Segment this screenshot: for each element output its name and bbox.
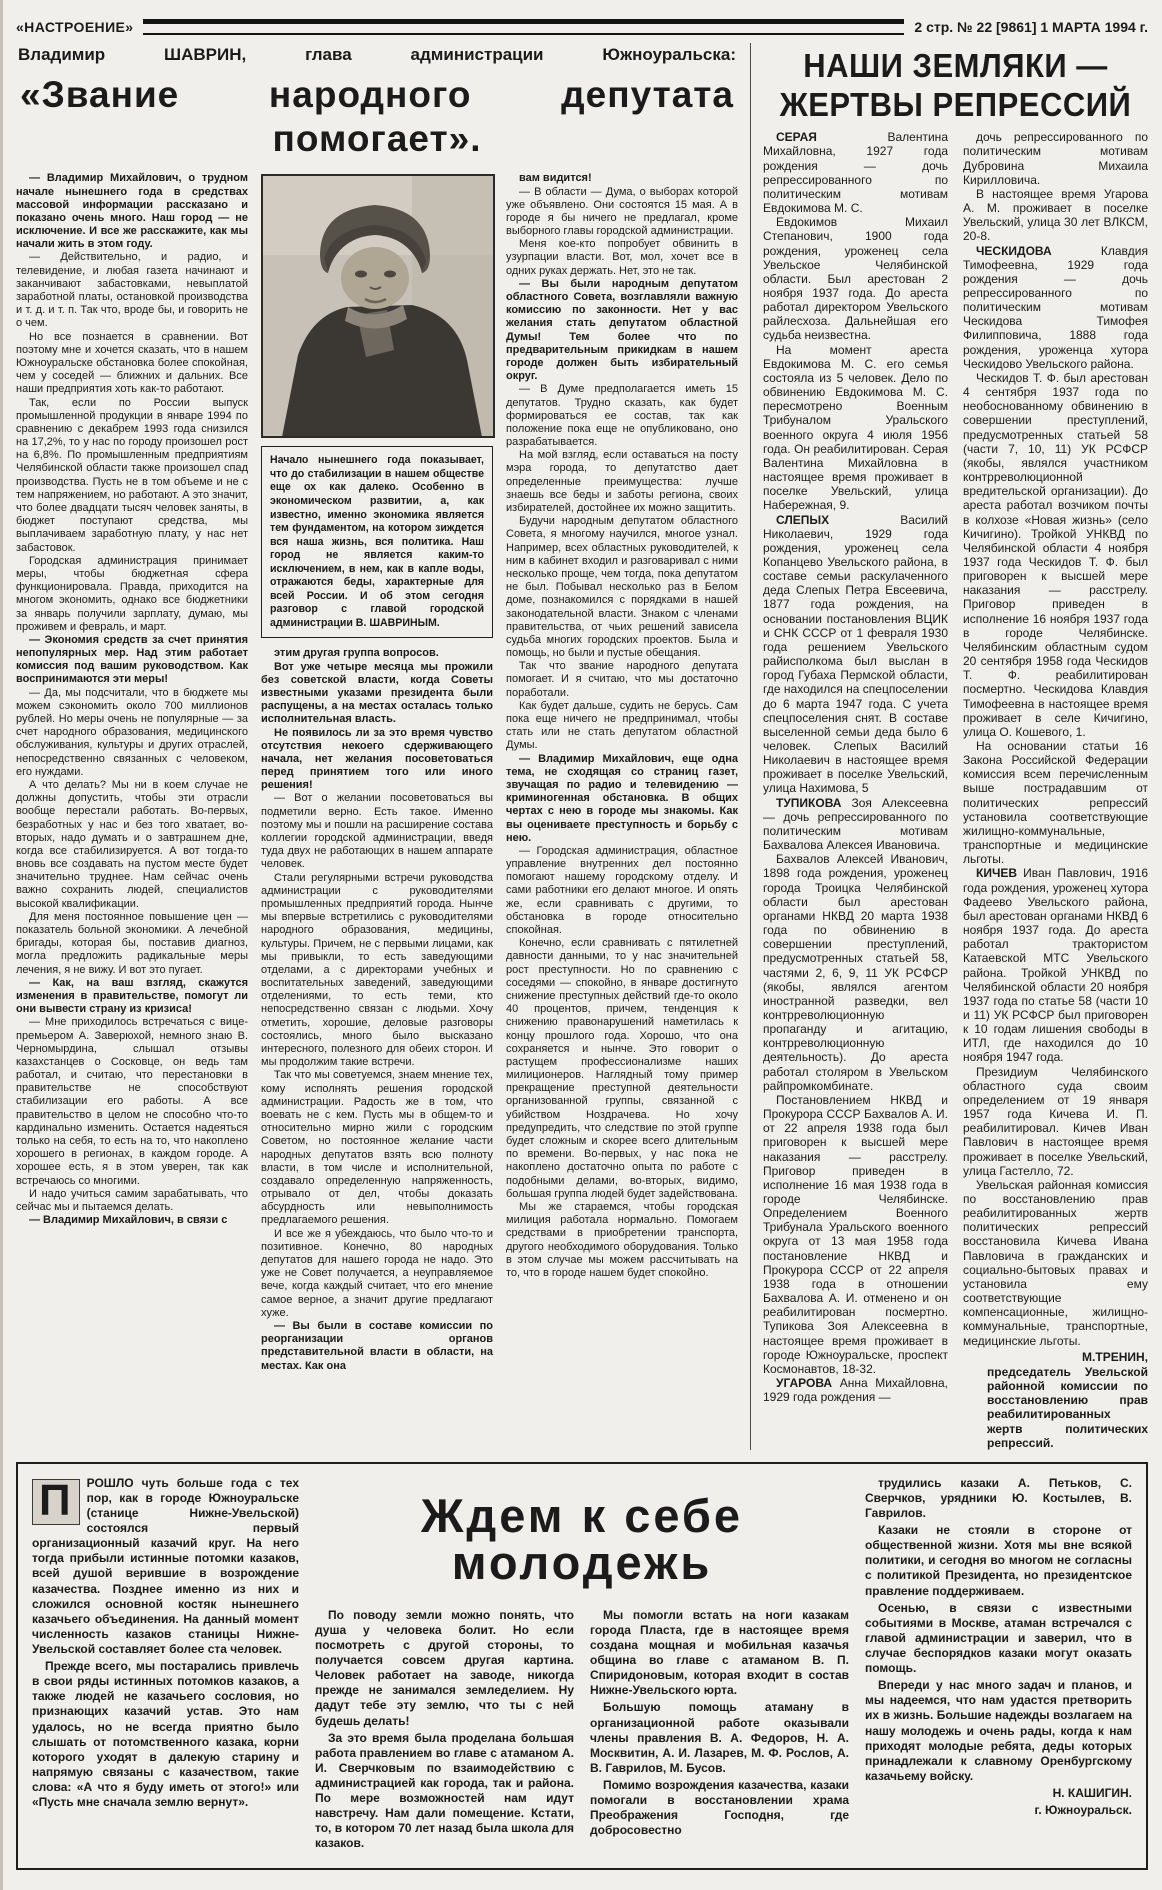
paragraph: — В области — Дума, о выборах которой уже объявлено. Они состоятся 15 мая. А в городе я бы ничего не предлагал, кроме выборного главы городской администрации. (506, 185, 738, 238)
interview-column-3 (506, 172, 738, 1372)
paragraph: И все же я убеждаюсь, что было что-то и позитивное. Конечно, 80 народных депутатов для нашего города не надо. Это уже не Совет получается, а неуправляемое вече, когда каждый считает, что его мнение самое верное, а значит другие предлагают хуже. (261, 1227, 493, 1319)
repressions-headline-line2: ЖЕРТВЫ РЕПРЕССИЙ (779, 85, 1132, 124)
paragraph: — Экономия средств за счет принятия непопулярных мер. Над этим работает комиссия под вашим руководством. Как воспринимаются эти меры! (16, 633, 248, 686)
masthead-title: «НАСТРОЕНИЕ» (16, 18, 134, 35)
paragraph: — Городская администрация, областное управление внутренних дел постоянно помогают нашему городскому отделу. И сами работники его делают многое. И опять же, если сравнивать с другими, то обстановка в городе относительно спокойная. (506, 844, 738, 936)
interview-column-2 (261, 172, 493, 1372)
paragraph: Н. КАШИГИН. (1052, 1786, 1132, 1800)
paragraph: Так что звание народного депутата помогает. И я считаю, что мы достаточно поработали. (506, 660, 738, 699)
paragraph: Евдокимов Михаил Степанович, 1900 года рождения, уроженец села Увельское Челябинской области. Был арестован 2 ноября 1937 года. До ареста работал директором Увельского райлесхоза. Дальнейшая его судьба неизвестна. (763, 215, 948, 343)
interview-column-2-text (261, 647, 493, 1372)
paragraph: этим другая группа вопросов. (274, 647, 439, 660)
paragraph: — Да, мы подсчитали, что в бюджете мы можем сэкономить около 700 миллионов рублей. Но меры очень не популярные — за счет народного образования, медицинского обслуживания, культуры и других отраслей, непосредственно связанных с человеком, его нуждами. (16, 686, 248, 778)
paragraph: Так что мы советуемся, знаем мнение тех, кому исполнять решения городской администрации. Радость же в том, что воевать не с кем. Пусть мы в общем-то и относительно мирно жили с городским Советом, но постоянное желание части народных депутатов взять всю полноту власти, в том числе и исполнительной, создавало определенную напряженность, отрывало от дел, чтобы доказать абсурдность или невыполнимость предлагаемого решения. (261, 1069, 493, 1227)
interview-column-1 (16, 172, 248, 1372)
paragraph: Будучи народным депутатом областного Совета, я многому научился, многое узнал. Например, всех областных руководителей, к ним в кабинет входил и разговаривал с ними несколько проще, чем тогда, пока депутатом не был. Побывал несколько раз в Белом доме, познакомился с порядками в нашей законодательной власти. Знаком с членами правительства, от чьих решений зависела судьба многих городских проектов. Была и помощь, но были и пустые обещания. (506, 515, 738, 660)
paragraph: ТУПИКОВА Зоя Алексеевна — дочь репрессированного по политическим мотивам Бахвалова Алексея Ивановича. (763, 795, 948, 853)
paragraph: Как будет дальше, судить не берусь. Сам пока еще ничего не предпринимал, чтобы стать или не стать депутатом областной Думы. (506, 699, 738, 752)
paragraph: г. Южноуральск. (1034, 1803, 1132, 1818)
paragraph: Городская администрация принимает меры, чтобы бюджетная сфера функционировала. Правда, приходится на многом экономить, однако все бюджетники за январь получили зарплату, думаю, мы проживем и февраль, и март. (16, 554, 248, 633)
paragraph: Постановлением НКВД и Прокурора СССР Бахвалов А. И. от 22 апреля 1938 года был приговорен к высшей мере наказания — расстрелу. Приговор приведен в исполнение 16 мая 1938 года в городе Челябинске. Определением Военного Трибунала Уральского военного округа от 13 мая 1958 года постановление НКВД и Прокурора СССР от 22 апреля 1938 года в отношении Бахвалова А. И. отменено и он реабилитирован посмертно. Тупикова Зоя Алексеевна в настоящее время проживает в городе Южноуральске, проспект Космонавтов, 18-32. (763, 1092, 948, 1376)
paragraph: Казаки не стояли в стороне от общественной жизни. Хотя мы вне всякой политики, и сегодня во многом не согласны с политикой Президента, но президентское правление поддерживаем. (865, 1523, 1132, 1598)
paragraph: В настоящее время Угарова А. М. проживает в поселке Увельский, улица 30 лет ВЛКСМ, 20-8. (963, 186, 1148, 244)
paragraph: Большую помощь атаману в организационной работе оказывали члены правления В. А. Федоров, Н. А. Москвитин, А. И. Лазарев, М. Ф. Рослов, А. В. Гаврилов, М. Бусов. (590, 1700, 849, 1775)
paragraph: — Вы были в составе комиссии по реорганизации органов представительной власти в области, на местах. Как она (261, 1319, 493, 1372)
paragraph: За это время была проделана большая работа правлением во главе с атаманом А. И. Сверчковым по взаимодействию с администрацией как города, так и района. По мере возможностей нам идут навстречу. Нам дали помещение. Кстати, то, в котором 70 лет назад была школа для казаков. (315, 1730, 574, 1851)
paragraph: И надо учиться самим зарабатывать, что сейчас мы и пытаемся делать. (16, 1187, 248, 1213)
paragraph: — Владимир Михайлович, еще одна тема, не сходящая со страниц газет, звучащая по радио и телевидению — криминогенная обстановка. В общих чертах с нею в городе мы знакомы. Как вы оцениваете преступность и борьбу с нею. (506, 752, 738, 844)
paragraph: — Мне приходилось встречаться с вице-премьером А. Заверюхой, немного знаю В. Черномырдина, слышал отзывы казахстанцев о Сосковце, он ведь там работал, и считаю, что перестановки в правительстве не способствуют стабилизации его работы. А все правительство в целом не способно что-то кардинально изменить. Остается надеяться только на себя, то есть на то, что накоплено хорошего в регионах, в каждом городе. А хорошее есть, я в этом уверен, так как встречаюсь со многими. (16, 1016, 248, 1187)
paragraph: — Действительно, и радио, и телевидение, и любая газета начинают и заканчивают забастовками, невыплатой заработной платы, остановкой производства и т. д. и т. п. Так что, вроде бы, и говорить не о чем. (16, 251, 248, 330)
paragraph: Конечно, если сравнивать с пятилетней давности данными, то у нас значительней рост преступности. Но по сравнению с соседями — спокойно, в январе достигнуто снижение преступных действий где-то около 40 процентов, причем, тенденция к снижению правонарушений наметилась к концу прошлого года. Хорошо, что она сохраняется и нынче. Это говорит о растущем профессионализме наших милиционеров. Наглядный тому пример прекращение преступной деятельности организованной группы, связанной с убийством Ноздрачева. Но хочу предупредить, что следствие по этой группе будет сложным и скорее всего длительным по времени. Во-первых, у нас пока не накоплено достаточно опыта по работе с подобными делами, во-вторых, видимо, большая группа людей будет задействована. (506, 937, 738, 1200)
paragraph: ЧЕСКИДОВА Клавдия Тимофеевна, 1929 года рождения — дочь репрессированного по политическим мотивам Ческидова Тимофея Филипповича, 1888 года рождения, уроженца хутора Ческидово Увельского района. (963, 243, 1148, 371)
repressions-article (750, 43, 1148, 1450)
paragraph: Прежде всего, мы постарались привлечь в свои ряды истинных потомков казаков, а также людей не казачьего сословия, но признающих казачий устав. Это нам удалось, но не всегда приятно было слышать от потомственного казака, корни которого уходят в далекую старину и напрямую связаны с казачеством, такие слова: «А что я буду иметь от этого!» или «Пусть мне сначала землю вернут». (32, 1659, 299, 1810)
paragraph: Бахвалов Алексей Иванович, 1898 года рождения, уроженец города Троицка Челябинской области был арестован органами НКВД 20 марта 1938 года по обвинению в совершении преступлений, предусмотренных статьей 58, частями 2, 6, 9, 11 УК РСФСР (якобы, являлся агентом иностранной разведки, вел контрреволюционную пропаганду и агитацию, контрреволюционную деятельность). До ареста работал столяром в Увельском райпромкомбинате. (763, 852, 948, 1093)
paragraph: — Владимир Михайлович, о трудном начале нынешнего года в средствах массовой информации рассказано и показано очень много. Наш город — не исключение. И все же расскажите, как мы начали жить в этом году. (16, 172, 248, 251)
paragraph: — Вот о желании посоветоваться вы подметили верно. Есть такое. Именно поэтому мы и пошли на расширение состава коллегии городской администрации, введя туда двух не работающих в нашем аппарате человек. (261, 792, 493, 871)
paragraph: Не появилось ли за это время чувство отсутствия некоего сдерживающего начала, нет желания посоветоваться перед принятием того или иного решения! (261, 726, 493, 792)
paragraph: СЛЕПЫХ Василий Николаевич, 1929 года рождения, уроженец села Копанцево Увельского района, в составе семьи раскулаченного деда Слепых Петра Евсеевича, 1877 года рождения, на основании постановления ВЦИК и СНК СССР от 1 февраля 1930 года решением Увельского райисполкома был выслан в город Губаха Пермской области, где находился на спецпоселении до 6 марта 1947 года. С учета спецпоселения снят. В составе выселенной семьи деда было 6 человек. Слепых Василий Николаевич в настоящее время проживает в поселке Увельский, улица Нахимова, 5 (763, 512, 948, 796)
youth-column-2 (315, 1608, 574, 1854)
paragraph: — Как, на ваш взгляд, скажутся изменения в правительстве, помогут ли они вывести страну из кризиса! (16, 976, 248, 1016)
paragraph: — Владимир Михайлович, в связи с (29, 1214, 228, 1227)
interview-article (16, 43, 738, 1450)
paragraph: вам видится! (519, 172, 592, 185)
paragraph: — Вы были народным депутатом областного Совета, возглавляли важную комиссию по законности. Нет у вас желания стать депутатом областной Думы! Тем более что по предварительным прикидкам в нашем городе должен быть избирательный округ. (506, 277, 738, 383)
paragraph: Мы же стараемся, чтобы городская милиция работала нормально. Помогаем средствами в приобретении транспорта, другого необходимого оборудования. Только в этом случае мы можем рассчитывать на то, что в городе нашем будет спокойно. (506, 1200, 738, 1279)
top-section (16, 43, 1148, 1450)
paragraph: Так, если по России выпуск промышленной продукции в январе 1994 по сравнению с декабрем 1993 года снизился на 17,2%, то у нас по городу произошел рост на 6,8%. По промышленным предприятиям Челябинской области также произошел спад производства. Пусть не в том объеме и не с тем напряжением, но работают. А это значит, что более двадцати тысяч человек заняты, в бюджет поступают средства, мы выплачиваем заработную плату, у нас нет забастовок. (16, 396, 248, 554)
page-header (16, 8, 1148, 35)
paragraph: Впереди у нас много задач и планов, и мы надеемся, что нам удастся претворить их в жизнь. Большие надежды возлагаем на нашу молодежь и очень рады, когда к нам приходят молодые ребята, деды которых принадлежали к славному Оренбургскому казачьему войску. (865, 1678, 1132, 1783)
paragraph: Помимо возрождения казачества, казаки помогали в восстановлении храма Преображения Господня, где добросовестно (590, 1778, 849, 1838)
paragraph: Мы помогли встать на ноги казакам города Пласта, где в настоящее время создана мощная и мобильная казачья община во главе с атаманом В. П. Спиридоновым, которая входит в состав Нижне-Увельского юрта. (590, 1607, 849, 1698)
paragraph: КИЧЕВ Иван Павлович, 1916 года рождения, уроженец хутора Фадеево Увельского района, был арестован органами НКВД 6 ноября 1937 года. До ареста работал трактористом Катаевской МТС Увельского района. Тройкой УНКВД по Челябинской области 20 ноября 1937 года по статье 58 (части 10 и 11) УК РСФСР был приговорен к 10 годам лишения свободы в ИТЛ, где находился до 10 ноября 1947 года. (963, 866, 1148, 1065)
youth-middle (315, 1476, 849, 1854)
portrait-photo (261, 174, 495, 438)
paragraph: трудились казаки А. Петьков, С. Сверчков, урядники Ю. Костылев, В. Гаврилов. (865, 1475, 1132, 1521)
paragraph: Но все познается в сравнении. Вот поэтому мне и хочется сказать, что в нашем Южноуральске обстановка более спокойная, чем у соседей — ближних и дальних. Все наши предприятия хоть как-то работают. (16, 330, 248, 396)
youth-article (16, 1462, 1148, 1870)
paragraph: М.ТРЕНИН, (1082, 1349, 1148, 1364)
repressions-columns (763, 130, 1148, 1450)
paragraph: По поводу земли можно понять, что душа у человека болит. Но если посмотреть с другой стороны, то получается совсем другая картина. Человек работает на заводе, никогда прежде не занимался земледелием. Ну дадут тебе эту землю, что ты с ней будешь делать! (315, 1607, 574, 1728)
paragraph: На момент ареста Евдокимова М. С. его семья состояла из 5 человек. Дело по обвинению Евдокимова М. С. пересмотрено Военным Трибуналом Уральского военного округа 4 июля 1956 года. Он реабилитирован. Серая Валентина Михайловна в настоящее время проживает в поселке Увельский, улица Набережная, 9. (763, 342, 948, 513)
paragraph: УГАРОВА Анна Михайловна, 1929 года рождения — (763, 1376, 948, 1405)
repressions-column-2 (963, 130, 1148, 1450)
paragraph: Увельская районная комиссия по восстановлению прав реабилитированных жертв политических репрессий восстановила Кичева Ивана Павловича в гражданских и социально-бытовых правах и установила ему соответствующие компенсационные, жилищно-коммунальные, транспортные, медицинские льготы. (963, 1177, 1148, 1348)
paragraph: Вот уже четыре месяца мы прожили без советской власти, когда Советы известными указами президента были распущены, а на местах осталась только исполнительная власть. (261, 660, 493, 726)
paragraph: Меня кое-кто попробует обвинить в узурпации власти. Вот, мол, хочет все в одних руках держать. Нет, это не так. (506, 238, 738, 277)
paragraph: СЕРАЯ Валентина Михайловна, 1927 года рождения — дочь репрессированного по политическим мотивам Евдокимова М. С. (763, 130, 948, 216)
paragraph: Стали регулярными встречи руководства администрации с руководителями промышленных предприятий города. Нынче мы впервые встретились с руководителями народного образования, медицины, культуры. Причем, не с первыми лицами, как мы привыкли, то есть заведующими отделами, а с директорами учебных и воспитательных заведений, заведующими отделениями, то есть теми, кто непосредственно связан с людьми. Хочу отметить, хорошие, деловые разговоры состоялись, много было высказано интересного, полезного для обеих сторон. И мы продолжим такие встречи. (261, 871, 493, 1069)
paragraph: Президиум Челябинского областного суда своим определением от 19 января 1957 года Кичева И. П. реабилитировал. Кичев Иван Павлович в настоящее время проживает в поселке Увельский, улица Гастелло, 72. (963, 1064, 1148, 1178)
youth-column-3 (590, 1608, 849, 1854)
repressions-column-1 (763, 130, 948, 1450)
paragraph: Для меня постоянное повышение цен — показатель больной экономики. А лечебной бригады, которая бы, поставив диагноз, могла предложить радикальные меры лечения, я не вижу. И вот это пугает. (16, 910, 248, 976)
photo-caption-box: Начало нынешнего года показывает, что до стабилизации в нашем обществе еще ох как далеко. Особенно в экономическом развитии, а, как известно, именно экономика является тем фундаментом, на котором зиждется вся наша жизнь, вся политика. Наш город не является каким-то исключением, в нем, как в капле воды, отражаются беды, характерные для всей России. И об этом сегодня разговор с главой городской администрации В. ШАВРИНЫМ. (261, 446, 493, 638)
interview-headline: «Звание народного депутата помогает». (20, 74, 734, 159)
paragraph: А что делать? Мы ни в коем случае не должны допустить, чтобы эти отрасли вообще перестали работать. Во-первых, безработных у нас и без того хватает, во-вторых, надо думать и о завтрашнем дне, когда все стабилизируется. А вот тогда-то вновь все создавать на пустом месте будет значительно труднее. Нам сейчас очень важно сохранить людей, специалистов высокой квалификации. (16, 778, 248, 910)
paragraph: Ческидов Т. Ф. был арестован 4 сентября 1937 года по необоснованному обвинению в совершении преступлений, предусмотренных статьей 58 (части 7, 10, 11) УК РСФСР (якобы, являлся участником контрреволюционной вредительской организации). До ареста работал возчиком почты в колхозе «Новая жизнь» (село Кичигино). Тройкой УНКВД по Челябинской области 4 ноября 1937 года Ческидов Т. Ф. был приговорен к высшей мере наказания — расстрелу. Приговор приведен в исполнение 16 ноября 1937 года в городе Челябинске. Челябинским областным судом 20 сентября 1958 года Ческидов Т. Ф. реабилитирован посмертно. Ческидова Клавдия Тимофеевна в настоящее время проживает в селе Кичигино, улица О. Кошевого, 1. (963, 370, 1148, 739)
issue-info: 2 стр. № 22 [9861] 1 МАРТА 1994 г. (914, 18, 1148, 35)
paragraph: Осенью, в связи с известными событиями в Москве, атаман встречался с главой администрации и заверил, что в случае беспорядков казаки могут оказать помощь. (865, 1600, 1132, 1676)
interview-columns (16, 172, 738, 1372)
paragraph: — В Думе предполагается иметь 15 депутатов. Трудно сказать, как будет формироваться ее состав, так как положение пока еще не опубликовано, оно разрабатывается. (506, 383, 738, 449)
youth-column-4 (865, 1476, 1132, 1854)
interview-kicker: Владимир ШАВРИН, глава администрации Южноуральска: (18, 45, 736, 64)
youth-headline: Ждем к себе молодежь (420, 1488, 744, 1589)
youth-column-1 (32, 1476, 299, 1854)
paragraph: На мой взгляд, если оставаться на посту мэра города, то депутатство дает определенные преимущества: лучше знаешь все беды и заботы региона, своих избирателей, достойнее их можно защитить. (506, 449, 738, 514)
paragraph: дочь репрессированного по политическим мотивам Дубровина Михаила Кирилловича. (963, 130, 1148, 187)
paragraph: На основании статьи 16 Закона Российской Федерации комиссия всем перечисленным выше пострадавшим от политических репрессий установила соответствующие жилищно-коммунальные, транспортные и медицинские льготы. (963, 739, 1148, 867)
paragraph: председатель Увельской районной комиссии по восстановлению прав реабилитированных жертв политических репрессий. (987, 1364, 1148, 1450)
repressions-headline-line1: НАШИ ЗЕМЛЯКИ — (803, 47, 1108, 85)
header-rule (143, 19, 904, 35)
paragraph: ПРОШЛО чуть больше года с тех пор, как в городе Южноуральске (станице Нижне-Увельской) состоялся первый организационный казачий круг. На него тогда прибыли истинные потомки казаков, всей душой верившие в возрождение казачества. Позднее именно из них и сложился основной костяк нынешнего казачьего объединения. На данный момент численность казаков станицы Нижне-Увельской составляет более ста человек. (32, 1475, 299, 1657)
youth-middle-columns (315, 1608, 849, 1854)
repressions-headline (763, 47, 1148, 124)
